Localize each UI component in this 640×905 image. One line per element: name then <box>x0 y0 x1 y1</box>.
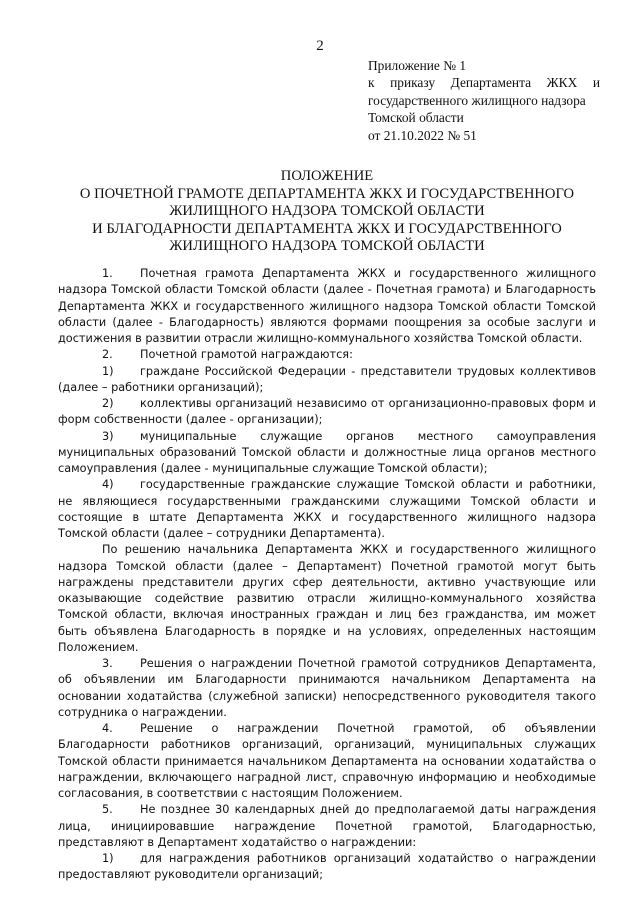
paragraph-number: 4. <box>102 722 113 735</box>
appendix-line-4: Томской области <box>368 110 464 126</box>
list-item-text: государственные гражданские служащие Томской области и работники, не являющиеся государственными гражданскими служащими Томской области и состоящие в штате Департамента ЖКХ и государственного жилищного надзора Томской области (далее – сотрудники Департамента). <box>58 478 596 540</box>
paragraph-1 <box>58 266 596 347</box>
paragraph-text: Решение о награждении Почетной грамотой, об объявлении Благодарности работников организаций, организаций, муниципальных служащих Томской области принимается начальником Департамента на основании ходатайства о награждении, включающего наградной лист, справочную информацию и необходимые согласования, в соответствии с настоящим Положением. <box>58 722 596 800</box>
title-line-2: О ПОЧЕТНОЙ ГРАМОТЕ ДЕПАРТАМЕНТА ЖКХ И ГОСУДАРСТВЕННОГО <box>79 185 575 202</box>
list-item-text: муниципальные служащие органов местного самоуправления муниципальных образований Томской области и должностные лица органов местного самоуправления (далее - муниципальные служащие Томской области); <box>58 429 596 475</box>
paragraph-5 <box>58 802 596 851</box>
list-item <box>58 364 596 397</box>
document-title <box>58 168 596 256</box>
paragraph-3 <box>58 656 596 721</box>
list-item <box>58 396 596 429</box>
list-item-number: 2) <box>102 397 114 410</box>
title-line-3: ЖИЛИЩНОГО НАДЗОРА ТОМСКОЙ ОБЛАСТИ <box>169 203 485 220</box>
list-item-number: 1) <box>102 364 114 378</box>
paragraph-text: Почетной грамотой награждаются: <box>140 348 353 362</box>
appendix-block <box>368 57 600 144</box>
list-item-text: граждане Российской Федерации - представители трудовых коллективов (далее – работники организаций); <box>58 364 596 394</box>
paragraph-text: Решения о награждении Почетной грамотой сотрудников Департамента, об объявлении им Благодарности принимаются начальником Департамента на основании ходатайства (служебной записки) непосредственного руководителя такого сотрудника о награждении. <box>58 657 596 719</box>
title-line-1: ПОЛОЖЕНИЕ <box>280 168 374 184</box>
list-item-number: 4) <box>102 478 114 492</box>
paragraph-2-extra: По решению начальника Департамента ЖКХ и государственного жилищного надзора Томской области (далее – Департамент) Почетной грамотой могут быть награждены представители других сфер деятельности, активно участвующие или оказывающие содействие развитию отрасли жилищно-коммунального хозяйства Томской области, включая иностранных граждан и лиц без гражданства, им может быть объявлена Благодарность в порядке и на условиях, определенных настоящим Положением. <box>58 543 596 654</box>
appendix-line-1: Приложение № 1 <box>368 58 467 73</box>
title-line-5: ЖИЛИЩНОГО НАДЗОРА ТОМСКОЙ ОБЛАСТИ <box>169 238 485 255</box>
list-item <box>58 429 596 478</box>
paragraph-4 <box>58 721 596 802</box>
page-number: 2 <box>316 38 324 54</box>
paragraph-number: 1. <box>102 267 113 280</box>
paragraph-number: 5. <box>102 803 113 817</box>
paragraph-2 <box>58 347 596 363</box>
list-item <box>58 851 596 884</box>
paragraph-text: Почетная грамота Департамента ЖКХ и государственного жилищного надзора Томской области Томской области (далее - Почетная грамота) и Благодарность Департамента ЖКХ и государственного жилищного надзора Томской области Томской области (далее - Благодарность) являются формами поощрения за особые заслуги и достижения в развитии отрасли жилищно-коммунального хозяйства Томской области. <box>58 267 596 345</box>
list-item <box>58 477 596 542</box>
list-item-text: для награждения работников организаций ходатайство о награждении предоставляют руководители организаций; <box>58 852 596 882</box>
list-item-text: коллективы организаций независимо от организационно-правовых форм и форм собственности (далее - организации); <box>58 397 596 427</box>
list-item-number: 3) <box>102 429 114 443</box>
paragraph-number: 3. <box>102 657 113 670</box>
appendix-line-5: от 21.10.2022 № 51 <box>368 127 477 143</box>
paragraph-text: Не позднее 30 календарных дней до предполагаемой даты награждения лица, инициировавшие награждение Почетной грамотой, Благодарностью, представляют в Департамент ходатайство о награждении: <box>58 803 596 849</box>
title-line-4: И БЛАГОДАРНОСТИ ДЕПАРТАМЕНТА ЖКХ И ГОСУДАРСТВЕННОГО <box>92 220 562 237</box>
paragraph-number: 2. <box>102 348 113 362</box>
appendix-line-2: к приказу Департамента ЖКХ и <box>368 75 600 91</box>
document-body <box>58 266 596 884</box>
list-item-number: 1) <box>102 852 114 865</box>
appendix-line-3: государственного жилищного надзора <box>368 92 586 108</box>
